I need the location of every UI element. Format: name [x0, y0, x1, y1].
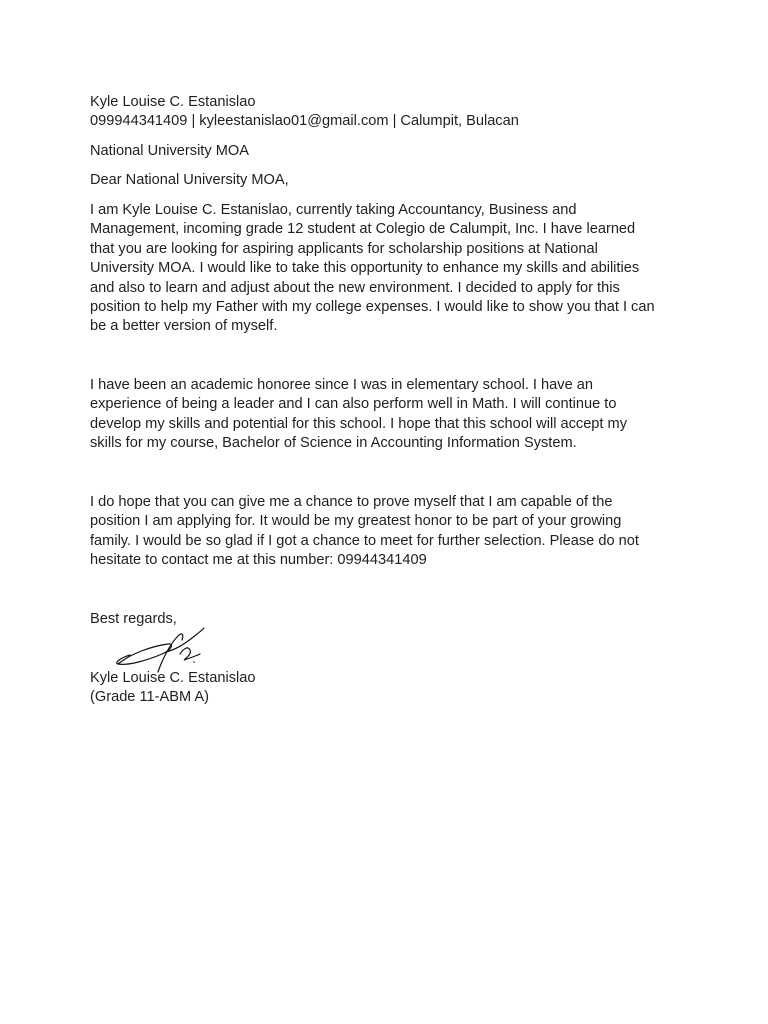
sender-name: Kyle Louise C. Estanislao — [90, 94, 256, 110]
recipient-name: National University MOA — [90, 143, 249, 159]
paragraph-qualifications — [90, 376, 690, 454]
paragraph-line: I have been an academic honoree since I was in elementary school. I have an — [90, 377, 593, 393]
paragraph-line: that you are looking for aspiring applicants for scholarship positions at National — [90, 240, 598, 257]
paragraph-line: skills for my course, Bachelor of Science in Accounting Information System. — [90, 435, 577, 452]
signoff-grade: (Grade 11-ABM A) — [90, 689, 209, 705]
paragraph-line: develop my skills and potential for this school. I hope that this school will accept my — [90, 415, 627, 432]
signoff-name: Kyle Louise C. Estanislao — [90, 670, 256, 686]
paragraph-line: position to help my Father with my college expenses. I would like to show you that I can — [90, 299, 655, 316]
paragraph-intro — [90, 201, 690, 337]
salutation: Dear National University MOA, — [90, 172, 289, 188]
closing-phrase: Best regards, — [90, 611, 177, 627]
paragraph-line: I am Kyle Louise C. Estanislao, currently taking Accountancy, Business and — [90, 202, 577, 218]
paragraph-closing-request — [90, 493, 690, 571]
paragraph-line: University MOA. I would like to take this opportunity to enhance my skills and abilities — [90, 260, 640, 277]
paragraph-line: family. I would be so glad if I got a chance to meet for further selection. Please do not — [90, 532, 639, 549]
paragraph-line: be a better version of myself. — [90, 318, 278, 335]
paragraph-line: position I am applying for. It would be my greatest honor to be part of your growing — [90, 513, 622, 530]
paragraph-line: hesitate to contact me at this number: 09944341409 — [90, 552, 427, 569]
paragraph-line: and also to learn and adjust about the new environment. I decided to apply for this — [90, 279, 620, 296]
paragraph-line: I do hope that you can give me a chance to prove myself that I am capable of the — [90, 494, 613, 510]
sender-contact: 099944341409 | kyleestanislao01@gmail.com | Calumpit, Bulacan — [90, 113, 519, 129]
paragraph-line: experience of being a leader and I can also perform well in Math. I will continue to — [90, 396, 617, 413]
paragraph-line: Management, incoming grade 12 student at Colegio de Calumpit, Inc. I have learned — [90, 221, 636, 238]
